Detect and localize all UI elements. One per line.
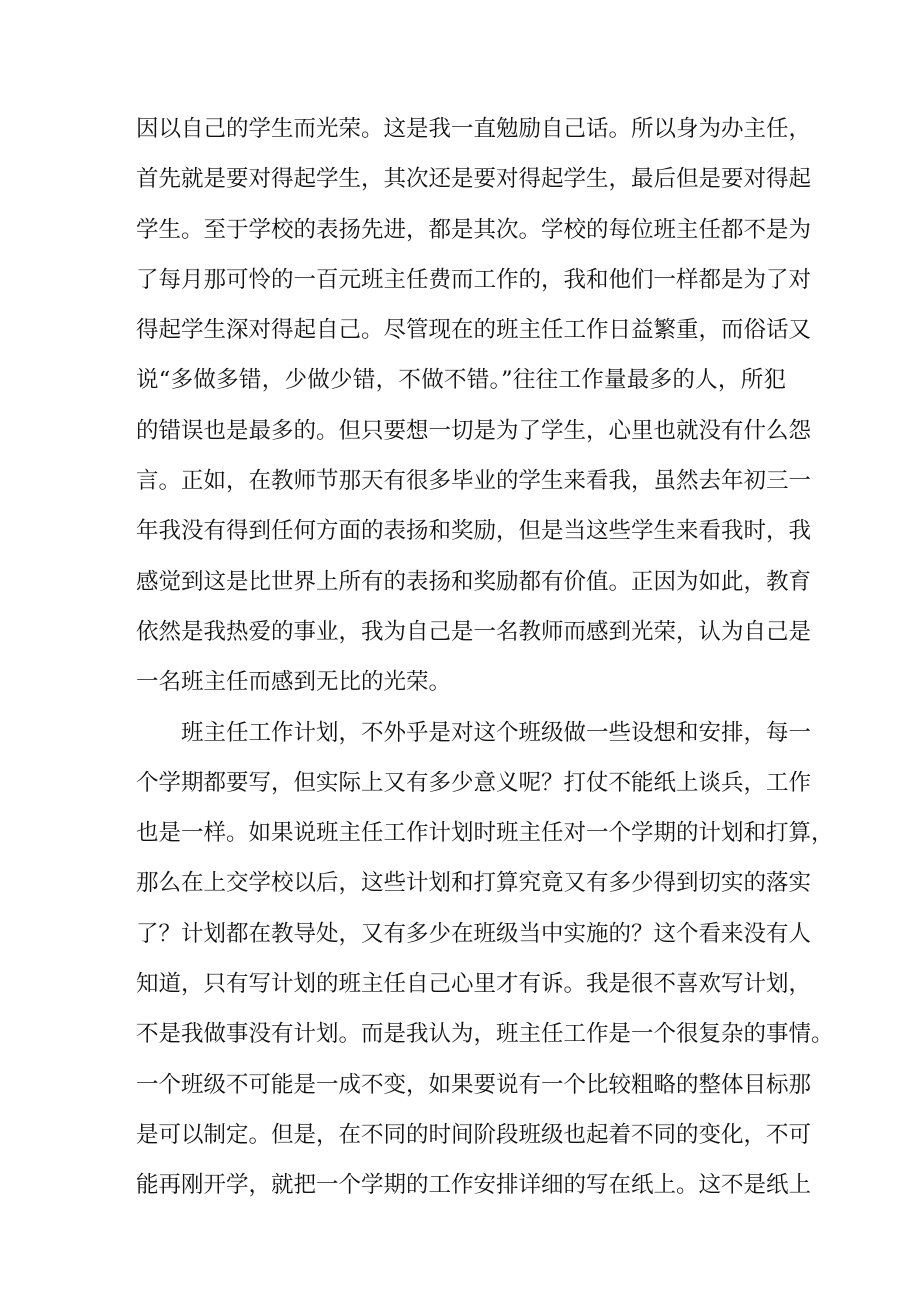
paragraph-2-line-5: 了？计划都在教导处，又有多少在班级当中实施的？这个看来没有人 [136, 920, 812, 947]
paragraph-2-line-8: 一个班级不可能是一成不变，如果要说有一个比较粗略的整体目标那 [136, 1071, 812, 1098]
paragraph-1-line-5: 得起学生深对得起自己。尽管现在的班主任工作日益繁重，而俗话又 [136, 317, 812, 344]
paragraph-1-line-12: 一名班主任而感到无比的光荣。 [136, 669, 452, 696]
document-body [136, 104, 834, 1211]
paragraph-1-line-7: 的错误也是最多的。但只要想一切是为了学生，心里也就没有什么怨 [136, 417, 812, 444]
paragraph-1-line-4: 了每月那可怜的一百元班主任费而工作的，我和他们一样都是为了对 [136, 266, 812, 293]
paragraph-2-line-3: 也是一样。如果说班主任工作计划时班主任对一个学期的计划和打算， [136, 820, 834, 847]
paragraph-1-line-8: 言。正如，在教师节那天有很多毕业的学生来看我，虽然去年初三一 [136, 468, 812, 495]
paragraph-1-line-6: 说“多做多错，少做少错，不做不错。”往往工作量最多的人，所犯 [136, 367, 786, 394]
paragraph-1-line-3: 学生。至于学校的表扬先进，都是其次。学校的每位班主任都不是为 [136, 216, 812, 243]
paragraph-2-line-4: 那么在上交学校以后，这些计划和打算究竟又有多少得到切实的落实 [136, 870, 812, 897]
paragraph-2-line-1: 班主任工作计划，不外乎是对这个班级做一些设想和安排，每一 [181, 719, 812, 746]
paragraph-1-line-1: 因以自己的学生而光荣。这是我一直勉励自己话。所以身为办主任， [136, 116, 812, 142]
paragraph-2-line-7: 不是我做事没有计划。而是我认为，班主任工作是一个很复杂的事情。 [136, 1021, 834, 1048]
paragraph-2-line-9: 是可以制定。但是，在不同的时间阶段班级也起着不同的变化，不可 [136, 1121, 812, 1148]
paragraph-2-line-2: 个学期都要写，但实际上又有多少意义呢？打仗不能纸上谈兵，工作 [136, 769, 812, 796]
paragraph-1-line-9: 年我没有得到任何方面的表扬和奖励，但是当这些学生来看我时，我 [136, 518, 812, 545]
paragraph-2-line-6: 知道，只有写计划的班主任自己心里才有诉。我是很不喜欢写计划， [136, 971, 812, 998]
paragraph-2-line-10: 能再刚开学，就把一个学期的工作安排详细的写在纸上。这不是纸上 [136, 1172, 812, 1199]
paragraph-1-line-2: 首先就是要对得起学生，其次还是要对得起学生，最后但是要对得起 [136, 166, 812, 193]
paragraph-1-line-11: 依然是我热爱的事业，我为自己是一名教师而感到光荣，认为自己是 [136, 618, 812, 645]
paragraph-1-line-10: 感觉到这是比世界上所有的表扬和奖励都有价值。正因为如此，教育 [136, 568, 812, 595]
